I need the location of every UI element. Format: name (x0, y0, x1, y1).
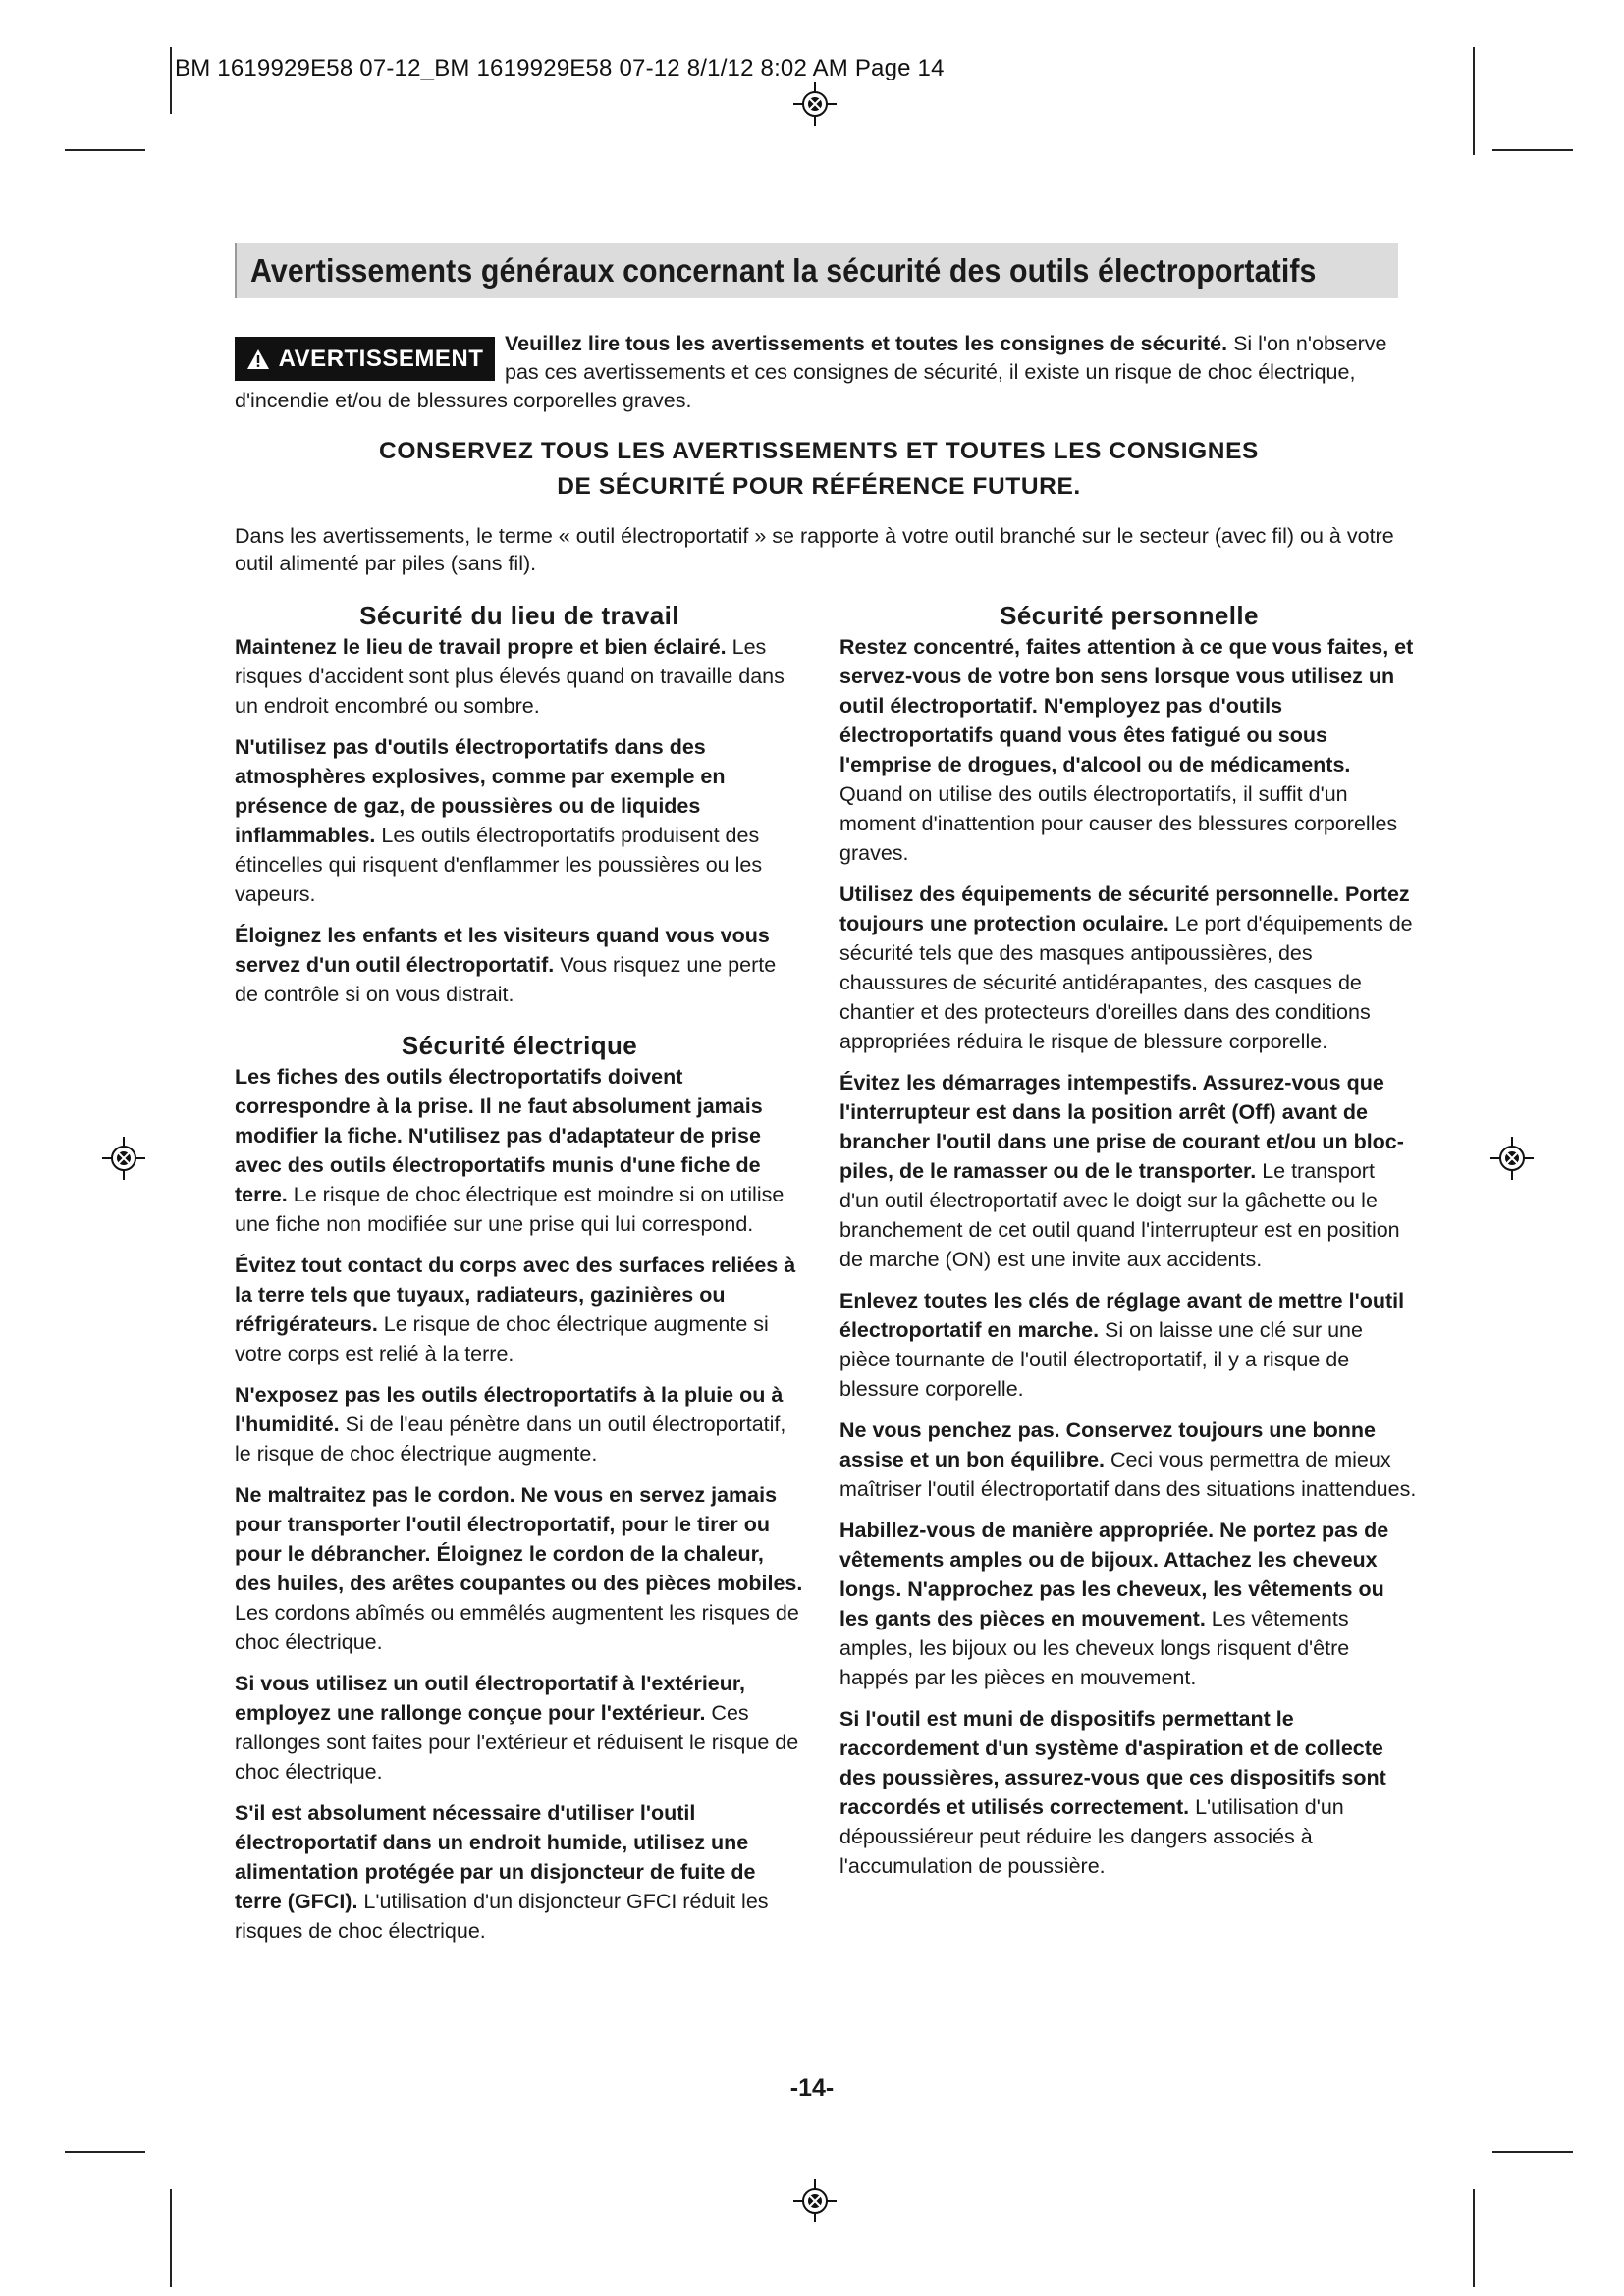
paragraph: Évitez les démarrages intempestifs. Assurez-vous que l'interrupteur est dans la position arrêt (Off) avant de brancher l'outil dans une prise de courant et/ou un bloc-piles, de le ramasser ou de le transporter. Le transport d'un outil électroportatif avec le doigt sur la gâchette ou le branchement de cet outil quand l'interrupteur est en position de marche (ON) est une invite aux accidents. (839, 1071, 1404, 1271)
paragraph: Si l'outil est muni de dispositifs permettant le raccordement d'un système d'aspiration et de collecte des poussières, assurez-vous que ces dispositifs sont raccordés et utilisés correctement. L'utilisation d'un dépoussiéreur peut réduire les dangers associés à l'accumulation de poussière. (839, 1707, 1386, 1878)
registration-mark-icon (793, 82, 837, 126)
paragraph: N'exposez pas les outils électroportatifs à la pluie ou à l'humidité. Si de l'eau pénètre dans un outil électroportatif, le risque de choc électrique augmente. (235, 1383, 786, 1466)
conserve-heading-line1: CONSERVEZ TOUS LES AVERTISSEMENTS ET TOUTES LES CONSIGNES (379, 438, 1259, 464)
page-number: -14- (789, 2074, 835, 2102)
paragraph: Éloignez les enfants et les visiteurs quand vous vous servez d'un outil électroportatif. Vous risquez une perte de contrôle si on vous distrait. (235, 924, 777, 1006)
crop-mark-top-left (170, 47, 172, 114)
registration-mark-icon (793, 2179, 837, 2222)
page-title-bar (235, 243, 1398, 298)
crop-mark-bottom-right (1473, 2189, 1475, 2287)
paragraph: Si vous utilisez un outil électroportatif à l'extérieur, employez une rallonge conçue pour l'extérieur. Ces rallonges sont faites pour l'extérieur et réduisent le risque de choc électrique. (235, 1672, 799, 1784)
paragraph: N'utilisez pas d'outils électroportatifs dans des atmosphères explosives, comme par exemple en présence de gaz, de poussières ou de liquides inflammables. Les outils électroportatifs produisent des étincelles qui risquent d'enflammer les poussières ou les vapeurs. (235, 735, 763, 906)
paragraph: Maintenez le lieu de travail propre et bien éclairé. Les risques d'accident sont plus élevés quand on travaille dans un endroit encombré ou sombre. (235, 635, 785, 718)
registration-mark-icon (1490, 1137, 1534, 1180)
crop-mark-bottom-right-h (1492, 2151, 1573, 2153)
paragraph: Habillez-vous de manière appropriée. Ne portez pas de vêtements amples ou de bijoux. Attachez les cheveux longs. N'approchez pas les cheveux, les vêtements ou les gants des pièces en mouvement. Les vêtements amples, les bijoux ou les cheveux longs risquent d'être happés par les pièces en mouvement. (839, 1519, 1389, 1689)
crop-mark-top-right-h (1492, 149, 1573, 151)
crop-mark-top-right (1473, 47, 1475, 155)
warning-text (235, 330, 1403, 415)
section-heading-electrical: Sécurité électrique (401, 1031, 638, 1060)
paragraph: Ne vous penchez pas. Conservez toujours une bonne assise et un bon équilibre. Ceci vous permettra de mieux maîtriser l'outil électroportatif dans des situations inattendues. (839, 1418, 1417, 1501)
paragraph: Utilisez des équipements de sécurité personnelle. Portez toujours une protection oculaire. Le port d'équipements de sécurité tels que des masques antipoussières, des chaussures de sécurité antidérapantes, des casques de chantier et des protecteurs d'oreilles dans des conditions appropriées réduira le risque de blessure corporelle. (839, 882, 1413, 1053)
section-heading-personal: Sécurité personnelle (1000, 601, 1259, 630)
warning-lead: Veuillez lire tous les avertissements et toutes les consignes de sécurité. (505, 332, 1228, 355)
paragraph: Restez concentré, faites attention à ce que vous faites, et servez-vous de votre bon sens lorsque vous utilisez un outil électroportatif. N'employez pas d'outils électroportatifs quand vous êtes fatigué ou sous l'emprise de drogues, d'alcool ou de médicaments. Quand on utilise des outils électroportatifs, il suffit d'un moment d'inattention pour causer des blessures corporelles graves. (839, 635, 1414, 865)
right-column (839, 601, 1419, 1893)
left-column (235, 601, 804, 1957)
paragraph: Les fiches des outils électroportatifs doivent correspondre à la prise. Il ne faut absolument jamais modifier la fiche. N'utilisez pas d'adaptateur de prise avec des outils électroportatifs munis d'une fiche de terre. Le risque de choc électrique est moindre si on utilise une fiche non modifiée sur une prise qui lui correspond. (235, 1065, 785, 1236)
paragraph: S'il est absolument nécessaire d'utiliser l'outil électroportatif dans un endroit humide, utilisez une alimentation protégée par un disjoncteur de fuite de terre (GFCI). L'utilisation d'un disjoncteur GFCI réduit les risques de choc électrique. (235, 1801, 769, 1943)
page-title: Avertissements généraux concernant la sécurité des outils électroportatifs (250, 252, 1317, 289)
intro-paragraph: Dans les avertissements, le terme « outil électroportatif » se rapporte à votre outil branché sur le secteur (avec fil) ou à votre outil alimenté par piles (sans fil). (235, 524, 1394, 575)
section-heading-work-area: Sécurité du lieu de travail (359, 601, 679, 630)
conserve-heading-line2: DE SÉCURITÉ POUR RÉFÉRENCE FUTURE. (557, 473, 1081, 500)
warning-body: Si l'on n'observe pas ces avertissements et ces consignes de sécurité, il existe un risque de choc électrique, d'incendie et/ou de blessures corporelles graves. (235, 332, 1387, 412)
paragraph: Évitez tout contact du corps avec des surfaces reliées à la terre tels que tuyaux, radiateurs, gazinières ou réfrigérateurs. Le risque de choc électrique augmente si votre corps est relié à la terre. (235, 1254, 796, 1365)
paragraph: Ne maltraitez pas le cordon. Ne vous en servez jamais pour transporter l'outil électroportatif, pour le tirer ou pour le débrancher. Éloignez le cordon de la chaleur, des huiles, des arêtes coupantes ou des pièces mobiles. Les cordons abîmés ou emmêlés augmentent les risques de choc électrique. (235, 1483, 803, 1654)
crop-mark-bottom-left-h (65, 2151, 145, 2153)
print-slug: BM 1619929E58 07-12_BM 1619929E58 07-12 8/1/12 8:02 AM Page 14 (175, 55, 945, 81)
paragraph: Enlevez toutes les clés de réglage avant de mettre l'outil électroportatif en marche. Si on laisse une clé sur une pièce tournante de l'outil électroportatif, il y a risque de blessure corporelle. (839, 1289, 1405, 1401)
registration-mark-icon (102, 1137, 145, 1180)
warning-badge-label: AVERTISSEMENT (278, 345, 484, 372)
crop-mark-bottom-left (170, 2189, 172, 2287)
crop-mark-top-left-h (65, 149, 145, 151)
